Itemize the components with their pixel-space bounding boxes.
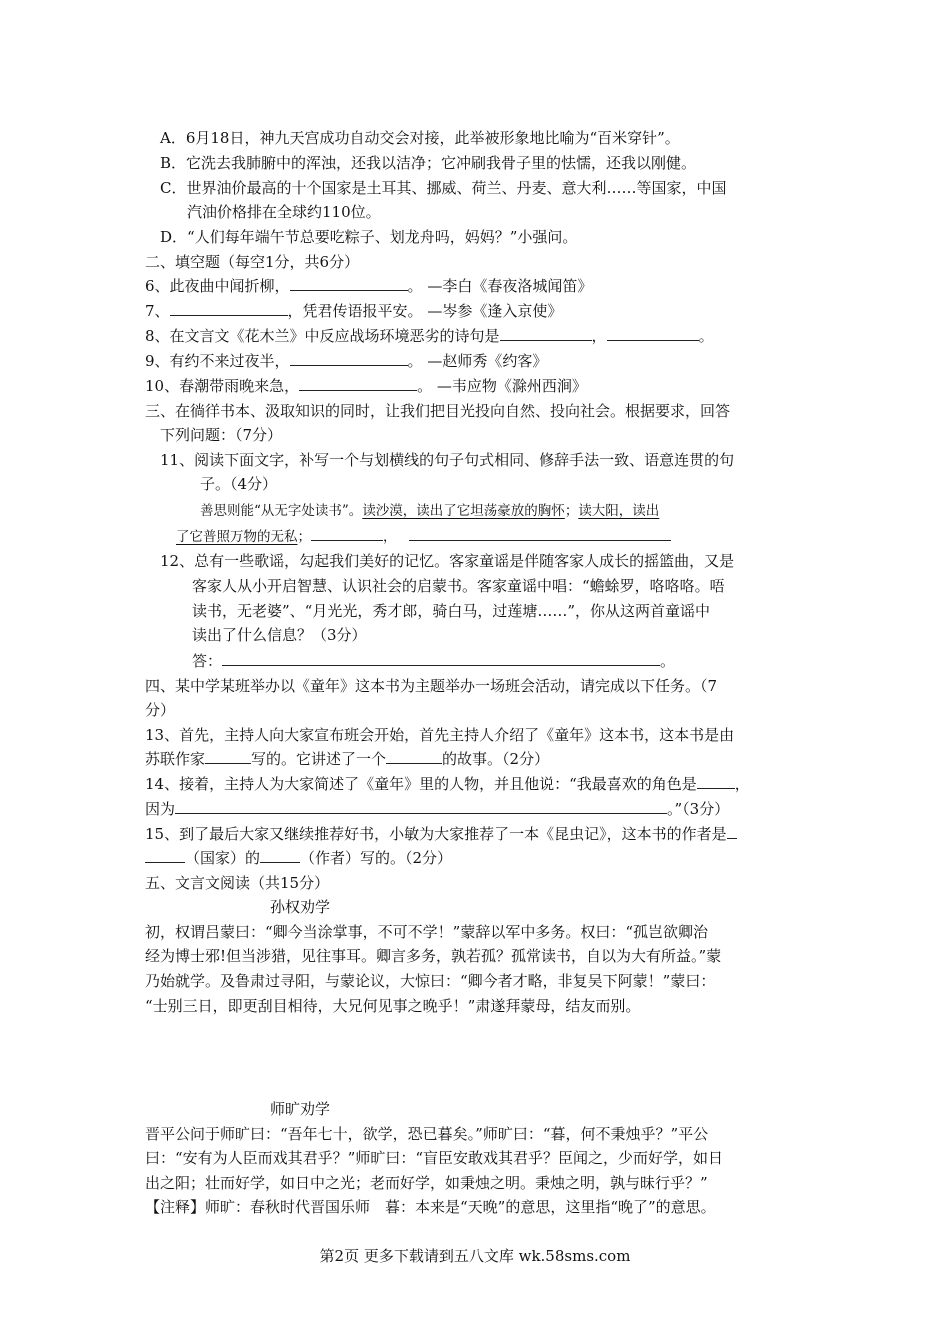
passage-1-line4: “士别三日，即更刮目相待，大兄何见事之晚乎！”肃遂拜蒙母，结友而别。 (145, 997, 641, 1015)
q11-comma: ， (383, 529, 397, 545)
q8-mid: ， (591, 327, 607, 345)
q12-line1: 12、总有一些歌谣，勾起我们美好的记忆。客家童谣是伴随客家人成长的摇篮曲，又是 (160, 552, 735, 570)
q9-prefix: 9、有约不来过夜半， (145, 352, 290, 370)
q14-text-a: 14、接着，主持人为大家简述了《童年》里的人物，并且他说：“我最喜欢的角色是 (145, 775, 697, 793)
q15-text-a: （国家）的 (185, 849, 261, 867)
q8-blank-1[interactable] (500, 326, 592, 341)
q7-suffix: ，凭君传语报平安。 —岑参《逢入京使》 (287, 302, 563, 320)
passage-1-line1: 初，权谓吕蒙曰：“卿今当涂掌事，不可不学！”蒙辞以军中多务。权曰：“孤岂欲卿治 (145, 923, 709, 941)
passage-1-line3: 乃始就学。及鲁肃过寻阳，与蒙论议，大惊曰：“卿今者才略，非复吴下阿蒙！”蒙曰： (145, 972, 716, 990)
q13-text-a: 苏联作家 (145, 750, 206, 768)
section-3-title-line2: 下列问题：（7分） (160, 426, 283, 444)
q12-line4: 读出了什么信息？（3分） (192, 626, 367, 644)
q10-blank[interactable] (299, 376, 417, 391)
q14-because: 因为 (145, 800, 176, 818)
q14-text-b: ， (734, 775, 750, 793)
q15-line2 (145, 848, 452, 868)
q12-line3: 读书，无老婆”、“月光光，秀才郎，骑白马，过莲塘……”，你从这两首童谣中 (192, 602, 711, 620)
q13-line1: 13、首先，主持人向大家宣布班会开始，首先主持人介绍了《童年》这本书，这本书是由 (145, 726, 735, 744)
passage-2-line3: 出之阳；壮而好学，如日中之光；老而好学，如秉烛之明。秉烛之明，孰与昧行乎？” (145, 1174, 708, 1192)
q11-underlined-2: 读大阳，读出 (578, 503, 660, 519)
q15-blank-country[interactable] (145, 848, 185, 863)
q7-prefix: 7、 (145, 302, 170, 320)
q13-text-c: 的故事。（2分） (442, 750, 550, 768)
q11-semicolon-2: ； (297, 529, 311, 545)
q12-answer-blank[interactable] (222, 651, 660, 666)
q15-line1 (145, 824, 737, 844)
passage-2-line2: 曰：“安有为人臣而戏其君乎？”师旷曰：“盲臣安敢戏其君乎？臣闻之，少而好学，如日 (145, 1149, 724, 1167)
q14-line2 (145, 799, 729, 819)
section-3-title-line1: 三、在徜徉书本、汲取知识的同时，让我们把目光投向自然、投向社会。根据要求，回答 (145, 402, 731, 420)
q6-suffix: 。 —李白《春夜洛城闻笛》 (407, 277, 593, 295)
q14-end: 。”（3分） (667, 800, 730, 818)
q13-line2 (145, 749, 549, 769)
q13-blank-author[interactable] (205, 749, 251, 764)
q10-suffix: 。 —韦应物《滁州西涧》 (417, 377, 587, 395)
q11-semicolon: ； (564, 503, 579, 519)
q13-blank-story[interactable] (386, 749, 442, 764)
annotation-note: 【注释】师旷：春秋时代晋国乐师 暮：本来是“天晚”的意思，这里指“晚了”的意思。 (145, 1198, 716, 1216)
q9-suffix: 。 —赵师秀《约客》 (407, 352, 548, 370)
q11-sentence-intro: 善思则能“从无字处读书”。 (200, 503, 363, 519)
question-7 (145, 301, 562, 321)
q9-blank[interactable] (290, 351, 408, 366)
section-5-title: 五、文言文阅读（共15分） (145, 874, 330, 892)
q12-answer (192, 651, 675, 671)
q11-passage-line2 (176, 526, 671, 547)
q12-answer-end: 。 (660, 652, 676, 670)
question-6 (145, 276, 592, 296)
passage-1-title: 孙权劝学 (270, 898, 331, 916)
question-9 (145, 351, 547, 371)
q14-blank-reason[interactable] (175, 799, 667, 814)
q8-blank-2[interactable] (607, 326, 699, 341)
q13-text-b: 写的。它讲述了一个 (251, 750, 387, 768)
passage-1-line2: 经为博士邪!但当涉猎，见往事耳。卿言多务，孰若孤？孤常读书，自以为大有所益。”蒙 (145, 947, 722, 965)
q11-line2: 子。（4分） (200, 475, 278, 493)
q6-prefix: 6、此夜曲中闻折柳， (145, 277, 290, 295)
option-c-line1: C．世界油价最高的十个国家是土耳其、挪威、荷兰、丹麦、意大利……等国家，中国 (160, 179, 727, 197)
q11-underlined-1: 读沙漠，读出了它坦荡豪放的胸怀 (362, 503, 565, 519)
q8-prefix: 8、在文言文《花木兰》中反应战场环境恶劣的诗句是 (145, 327, 500, 345)
passage-2-title: 师旷劝学 (270, 1100, 331, 1118)
q11-passage-line1 (200, 501, 659, 521)
section-4-title-line2: 分） (145, 701, 176, 719)
page-footer: 第2页 更多下载请到五八文库 wk.58sms.com (319, 1247, 631, 1265)
option-c-line2: 汽油价格排在全球约110位。 (187, 203, 381, 221)
q15-text: 15、到了最后大家又继续推荐好书，小敏为大家推荐了一本《昆虫记》，这本书的作者是 (145, 825, 727, 843)
question-10 (145, 376, 587, 396)
option-d: D．“人们每年端午节总要吃粽子、划龙舟吗，妈妈？”小强问。 (160, 228, 578, 246)
section-2-title: 二、填空题（每空1分，共6分） (145, 253, 360, 271)
q11-blank-2[interactable] (409, 526, 671, 541)
q15-blank-author[interactable] (260, 848, 300, 863)
q8-suffix: 。 (698, 327, 714, 345)
option-a: A．6月18日，神九天宫成功自动交会对接，此举被形象地比喻为“百米穿针”。 (160, 129, 680, 147)
q15-blank-country-start[interactable] (727, 824, 737, 839)
q12-line2: 客家人从小开启智慧、认识社会的启蒙书。客家童谣中唱：“蟾蜍罗，咯咯咯。唔 (192, 577, 725, 595)
q6-blank[interactable] (290, 276, 408, 291)
question-8 (145, 326, 714, 346)
passage-2-line1: 晋平公问于师旷曰：“吾年七十，欲学，恐已暮矣。”师旷曰：“暮，何不秉烛乎？”平公 (145, 1125, 709, 1143)
q10-prefix: 10、春潮带雨晚来急， (145, 377, 300, 395)
q15-text-b: （作者）写的。（2分） (300, 849, 453, 867)
q11-line1: 11、阅读下面文字，补写一个与划横线的句子句式相同、修辞手法一致、语意连贯的句 (160, 451, 735, 469)
option-b: B．它洗去我肺腑中的浑浊，还我以洁净；它冲刷我骨子里的怯懦，还我以刚健。 (160, 154, 697, 172)
q7-blank[interactable] (170, 301, 288, 316)
q14-blank-character[interactable] (697, 774, 735, 789)
q11-blank-1[interactable] (311, 526, 383, 541)
q12-answer-label: 答： (192, 652, 223, 670)
q11-underlined-3: 了它普照万物的无私 (176, 529, 298, 545)
section-4-title-line1: 四、某中学某班举办以《童年》这本书为主题举办一场班会活动，请完成以下任务。（7 (145, 677, 718, 695)
q14-line1 (145, 774, 750, 794)
